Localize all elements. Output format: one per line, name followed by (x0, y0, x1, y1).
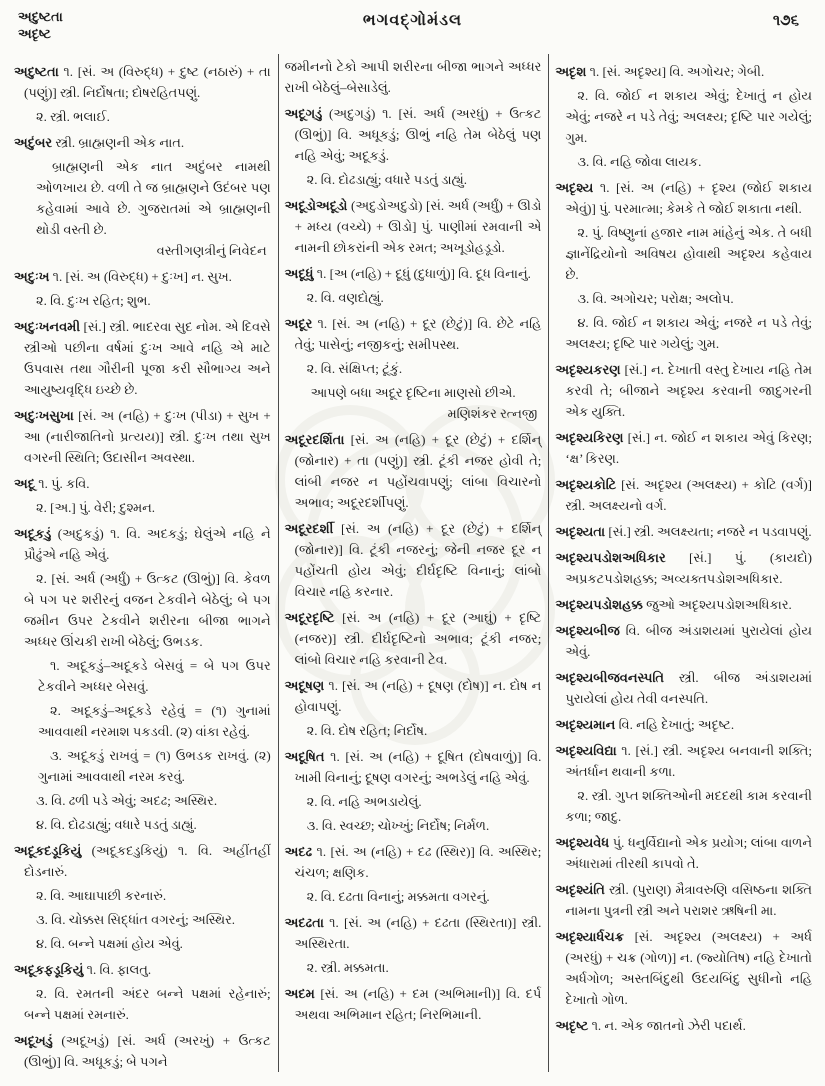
dictionary-entry: અદઢ ૧. [સં. અ (નહિ) + દઢ (સ્થિર)] વિ. અસ્થિર; ચંચળ; ક્ષણિક. (284, 844, 542, 880)
headword: અદૂષિત (284, 749, 325, 764)
dictionary-entry: અદૃશ્યકોટિ [સં. અદૃશ્ય (અલક્ષ્ય) + કોટિ (વર્ગ)] સ્ત્રી. અલક્ષ્યનો વર્ગ. (555, 477, 813, 513)
headword: અદુઃખનવમી (14, 319, 81, 334)
headword: અદૂરદૃષ્ટિ (284, 610, 335, 625)
dictionary-paragraph: જમીનનો ટેકો આપી શરીરના બીજા ભાગને અધ્ધર રાખી બેઠેલું–બેસાડેલું. (284, 59, 542, 95)
headword: અદૃશ્યમાન (555, 717, 616, 732)
dictionary-entry: અદૃષ્ટ ૧. ન. એક જાતનો ઝેરી પદાર્થ. (555, 1018, 746, 1033)
dictionary-paragraph: ૩. વિ. ચોક્કસ સિદ્ધાંત વગરનું; અસ્થિર. (36, 912, 236, 927)
headword: અદૃશ્યબીજ (555, 623, 620, 638)
dictionary-entry: અદૃશ્યમાન વિ. નહિ દેખાતું; અદૃષ્ટ. (555, 717, 735, 732)
dictionary-paragraph: ૨. વિ. દોઢડાહ્યું; વધારે પડતું ડાહ્યું. (306, 172, 468, 187)
dictionary-paragraph: ૩. વિ. નહિ જોવા લાયક. (577, 154, 702, 169)
headword: અદૃશ્યંતિ (555, 882, 605, 897)
headword: અદૂધું (284, 266, 314, 281)
dictionary-paragraph: ૨. સ્ત્રી. મક્કમતા. (306, 960, 389, 975)
guide-word-bottom: અદૃષ્ટ (18, 26, 51, 41)
guide-word-top: અદુષ્ટતા (18, 9, 63, 24)
dictionary-paragraph: ૨. વિ. દઢતા વિનાનું; મક્કમતા વગરનું. (306, 889, 490, 904)
dictionary-paragraph: ૨. વિ. દુઃખ રહિત; શુભ. (36, 293, 151, 308)
dictionary-paragraph: ૨. સ્ત્રી. ભલાઈ. (36, 109, 110, 124)
dictionary-entry: અદૂગડું (અદુગડું) ૧. [સં. અર્ધ (અરધું) + ઉત્કટ (ઊભું)] વિ. અધૂકડું; ઊભું નહિ તેમ બેઠેલું પણ નહિ એવું; અદૂકડું. (284, 106, 542, 163)
dictionary-entry: અદૂષણ ૧. [સં. અ (નહિ) + દૂષણ (દોષ)] ન. દોષ ન હોવાપણું. (284, 678, 542, 714)
dictionary-paragraph: ૩. વિ. અગોચર; પરોક્ષ; અલોપ. (577, 291, 734, 306)
dictionary-entry: અદૃશ્યવેધ પું. ધનુર્વિદ્યાનો એક પ્રયોગ; લાંબા વાળને અંધારામાં તીરથી કાપવો તે. (555, 835, 813, 871)
headword: અદૃશ્યપડોશઅધિકાર (555, 550, 666, 565)
attribution: મણિશંકર રત્નજી (447, 406, 538, 421)
dictionary-entry: અદૂ ૧. પું. કવિ. (14, 476, 90, 491)
headword: અદૂકડું (14, 526, 52, 541)
dictionary-paragraph: ૨. વિ. વણદોહ્યું. (306, 290, 384, 305)
headword: અદૃશ્યકોટિ (555, 477, 617, 492)
dictionary-paragraph: ૪. વિ. જોઈ ન શકાય એવું; નજરે ન પડે તેવું; અલક્ષ્ય; દૃષ્ટિ પાર ગયેલું; ગુમ. (565, 315, 813, 351)
headword: અદૂકફડૂકિયું (14, 962, 84, 977)
dictionary-entry: અદૂડોઅદૂડો (અદુડોઅદુડો) [સં. અર્ધ (અર્ધું) + ઊડો + મધ્ય (વચ્ચે) + ઊડો] પું. પાણીમાં રમવાની એ નામની છોકરાંની એક રમત; અખૂડોહડૂડો. (284, 198, 542, 255)
dictionary-entry: અદૃશ્યપડોશઅધિકાર [સં.] પું. (કાયદો) અપ્રકટપડોશહક્ક; અવ્યક્તપડોશઅધિકાર. (555, 550, 813, 586)
dictionary-entry: અદૃશ્યપડોશહક્ક જુઓ અદૃશ્યપડોશઅધિકાર. (555, 597, 792, 612)
headword: અદૃશ્યવેધ (555, 835, 610, 850)
dictionary-entry: અદૂર ૧. [સં. અ (નહિ) + દૂર (છેટું)] વિ. છેટે નહિ તેવું; પાસેનું; નજીકનું; સમીપસ્થ. (284, 316, 542, 352)
dictionary-entry: અદઢતા ૧. [સં. અ (નહિ) + દઢતા (સ્થિરતા)] સ્ત્રી. અસ્થિરતા. (284, 915, 542, 951)
headword: અદૂષણ (284, 678, 325, 693)
dictionary-paragraph: ૩. વિ. સ્વચ્છ; ચોખ્ખું; નિર્દોષ; નિર્મળ. (306, 818, 490, 833)
dictionary-entry: અદુષ્ટતા ૧. [સં. અ (વિરુદ્ધ) + દુષ્ટ (નઠારું) + તા (પણું)] સ્ત્રી. નિર્દોષતા; દોષરહિતપણું. (14, 64, 271, 100)
dictionary-entry: અદૂકદડૂકિયું (અદૂકદડુકિયું) ૧. વિ. અહીંતહીં દોડનારું. (14, 843, 271, 879)
dictionary-entry: અદૂખડું (અદૂખડું) [સં. અર્ધ (અરખું) + ઉત્કટ (ઊભું)] વિ. અધૂકડું; બે પગને (14, 1033, 271, 1069)
dictionary-paragraph: ૨. સ્ત્રી. ગુપ્ત શક્તિઓની મદદથી કામ કરવાની કળા; જાદુ. (565, 788, 813, 824)
dictionary-paragraph: આપણે બધા અદૂર દૃષ્ટિના માણસો છીએ. મણિશંકર રત્નજી (285, 382, 542, 424)
headword: અદૂર (284, 316, 313, 331)
headword: અદૃશ્યકિરણ (555, 430, 624, 445)
dictionary-entry: અદૃશ્યકરણ [સં.] ન. દેખાતી વસ્તુ દેખાય નહિ તેમ કરવી તે; બીજાને અદૃશ્ય કરવાની જાદુગરની એક યુક્તિ. (555, 362, 813, 419)
dictionary-entry: અદૃશ્યતા [સં.] સ્ત્રી. અલક્ષ્યતા; નજરે ન પડવાપણું. (555, 524, 812, 539)
dictionary-entry: અદૃશ્ય ૧. [સં. અ (નહિ) + દૃશ્ય (જોઈ શકાય એવું)] પું. પરમાત્મા; કેમકે તે જોઈ શકાતા નથી. (555, 180, 813, 216)
headword: અદઢ (284, 844, 313, 859)
dictionary-entry: અદુઃખસુખા [સં. અ (નહિ) + દુઃખ (પીડા) + સુખ + આ (નારીજાતિનો પ્રત્યય)] સ્ત્રી. દુઃખ તથા સુખ વગરની સ્થિતિ; ઉદાસીન અવસ્થા. (14, 408, 271, 465)
dictionary-entry: અદૃશ્યબીજવનસ્પતિ સ્ત્રી. બીજ અંડાશયમાં પુરાયેલાં હોય તેવી વનસ્પતિ. (555, 670, 813, 706)
headword: અદૂરદર્શિતા (284, 432, 345, 447)
dictionary-paragraph: ૧. અદૂકડું–અદૂકડે બેસવું = બે પગ ઉપર ટેકવીને અધ્ધર બેસવું. (38, 658, 271, 694)
dictionary-paragraph: ૪. વિ. બન્ને પક્ષમાં હોય એવું. (36, 936, 183, 951)
dictionary-entry: અદૂરદર્શી [સં. અ (નહિ) + દૂર (છેટું) + દર્શિન્ (જોનાર)] વિ. ટૂંકી નજરનું; જેની નજર દૂર ન પહોંચતી હોય એવું; દીર્ઘદૃષ્ટિ વિનાનું; લાંબો વિચાર નહિ કરનાર. (284, 521, 542, 599)
dictionary-entry: અદમ [સં. અ (નહિ) + દમ (અભિમાની)] વિ. દર્પ અથવા અભિમાન રહિત; નિરભિમાની. (284, 986, 542, 1022)
headword: અદૃશ્યબીજવનસ્પતિ (555, 670, 664, 685)
dictionary-entry: અદૂધું ૧. [અ (નહિ) + દૂધું (દુધાળું)] વિ. દૂધ વિનાનું. (284, 266, 531, 281)
dictionary-entry: અદૃશ્યાર્ધચક્ર [સં. અદૃશ્ય (અલક્ષ્ય) + અર્ધ (અરધું) + ચક્ર (ગોળ)] ન. (જ્યોતિષ) નહિ દેખાતો અર્ધગોળ; અસ્તબિંદુથી ઉદયબિંદુ સુધીનો નહિ દેખાતો ગોળ. (555, 929, 813, 1007)
headword: અદૂડોઅદૂડો (284, 198, 348, 213)
dictionary-entry: અદૂરદર્શિતા [સં. અ (નહિ) + દૂર (છેટું) + દર્શિન્ (જોનાર) + તા (પણું)] સ્ત્રી. ટૂંકી નજર હોવી તે; લાંબી નજર ન પહોંચવાપણું; લાંબા વિચારનો અભાવ; અદૂરદર્શીપણું. (284, 432, 542, 510)
headword: અદૂખડું (14, 1033, 53, 1048)
dictionary-column-1 (8, 54, 278, 1072)
page-title: ભગવદ્ગોમંડલ (362, 12, 463, 29)
dictionary-paragraph: ૨. અદૂકડું–અદૂકડે રહેવું = (૧) ગુનામાં આવવાથી નરમાશ પકડવી. (૨) વાંકા રહેવું. (38, 703, 271, 739)
dictionary-paragraph: ૨. પું. વિષ્ણુનાં હજાર નામ માંહેનું એક. તે બધી જ્ઞાનેંદ્રિયોનો અવિષય હોવાથી અદૃશ્ય કહેવાય છે. (565, 225, 813, 282)
dictionary-paragraph: ૪. વિ. દોઢડાહ્યું; વધારે પડતું ડાહ્યું. (36, 817, 197, 832)
dictionary-entry: અદૂષિત ૧. [સં. અ (નહિ) + દૂષિત (દોષવાળું)] વિ. ખામી વિનાનું; દૂષણ વગરનું; અભડેલું નહિ એવું. (284, 749, 542, 785)
attribution: વસ્તીગણત્રીનું નિવેદન (156, 243, 267, 258)
dictionary-entry: અદુંબર સ્ત્રી. બ્રાહ્મણની એક નાત. (14, 135, 185, 150)
dictionary-paragraph: ૨. વિ. રમતની અંદર બન્ને પક્ષમાં રહેનારું; બન્ને પક્ષમાં રમનારું. (24, 986, 271, 1022)
headword: અદૃશ્યપડોશહક્ક (555, 597, 643, 612)
headword: અદૂરદર્શી (284, 521, 334, 536)
dictionary-paragraph: ૨. વિ. દોષ રહિત; નિર્દોષ. (306, 723, 428, 738)
dictionary-paragraph: ૨. [સં. અર્ધ (અર્ધું) + ઉત્કટ (ઊભું)] વિ. કેવળ બે પગ પર શરીરનું વજન ટેકવીને બેઠેલું; બે પગ જમીન ઉપર ટેકવીને શરીરના બીજા ભાગને અધ્ધર ઊંચકી રાખી બેઠેલું; ઉભડક. (24, 571, 271, 649)
dictionary-columns (8, 54, 819, 1072)
dictionary-paragraph: બ્રાહ્મણની એક નાત અદુંબર નામથી ઓળખાય છે. વળી તે જ બ્રાહ્મણને ઉદંબર પણ કહેવામાં આવે છે. ગુજરાતમાં એ બ્રાહ્મણની થોડી વસ્તી છે. વસ્તીગણત્રીનું નિવેદન (14, 156, 271, 261)
dictionary-entry: અદુઃખનવમી [સં.] સ્ત્રી. ભાદરવા સુદ નોમ. એ દિવસે સ્ત્રીઓ પછીના વર્ષમાં દુઃખ આવે નહિ એ માટે ઉપવાસ તથા ગૌરીની પૂજા કરી સૌભાગ્ય અને આયુષ્યવૃદ્ધિ ઇચ્છે છે. (14, 319, 271, 397)
headword: અદૂ (14, 476, 35, 491)
dictionary-entry: અદૃશ્યવિદ્યા ૧. [સં.] સ્ત્રી. અદૃશ્ય બનવાની શક્તિ; અંતર્ધાન થવાની કળા. (555, 743, 813, 779)
headword: અદૂકદડૂકિયું (14, 843, 82, 858)
dictionary-paragraph: ૨. વિ. સંક્ષિપ્ત; ટૂંકું. (306, 361, 403, 376)
dictionary-column-3 (548, 54, 819, 1072)
headword: અદમ (284, 986, 315, 1001)
dictionary-entry: અદૃશ્યંતિ સ્ત્રી. (પુરાણ) મૈત્રાવરુણિ વસિષ્ઠના શક્તિ નામના પુત્રની સ્ત્રી અને પરાશર ઋષિની મા. (555, 882, 813, 918)
headword: અદૃશ્યતા (555, 524, 606, 539)
dictionary-paragraph: ૨. વિ. જોઈ ન શકાય એવું; દેખાતું ન હોય એવું; નજરે ન પડે તેવું; અલક્ષ્ય; દૃષ્ટિ પાર ગયેલું; ગુમ. (565, 88, 813, 145)
headword: અદઢતા (284, 915, 324, 930)
dictionary-entry: અદૂરદૃષ્ટિ [સં. અ (નહિ) + દૂર (આઘું) + દૃષ્ટિ (નજર)] સ્ત્રી. દીર્ઘદૃષ્ટિનો અભાવ; ટૂંકી નજર; લાંબો વિચાર નહિ કરવાની ટેવ. (284, 610, 542, 667)
dictionary-entry: અદૃશ ૧. [સં. અદૃશ્ય] વિ. અગોચર; ગેબી. (555, 64, 765, 79)
dictionary-paragraph: ૩. અદૂકડું રાખવું = (૧) ઉભડક રાખવું. (૨) ગુનામાં આવવાથી નરમ કરવું. (38, 748, 271, 784)
dictionary-entry: અદુઃખ ૧. [સં. અ (વિરુદ્ધ) + દુઃખ] ન. સુખ. (14, 269, 232, 284)
page-header (0, 6, 825, 52)
headword: અદૃષ્ટ (555, 1018, 589, 1033)
headword: અદૃશ્યવિદ્યા (555, 743, 617, 758)
dictionary-paragraph: ૨. વિ. આઘાપાછી કરનારું. (36, 888, 167, 903)
headword: અદુંબર (14, 135, 53, 150)
dictionary-paragraph: ૨. વિ. નહિ અભડાયેલું. (306, 794, 422, 809)
dictionary-column-2 (278, 54, 549, 1072)
dictionary-paragraph: ૩. વિ. ઢળી પડે એવું; અદઢ; અસ્થિર. (36, 793, 218, 808)
dictionary-entry: અદૃશ્યકિરણ [સં.] ન. જોઈ ન શકાય એવું કિરણ; ‘ક્ષ’ કિરણ. (555, 430, 813, 466)
dictionary-entry: અદૂકડું (અદુકડું) ૧. વિ. અદકડું; ઘેલુંએ નહિ ને પ્રૌઢુંએ નહિ એવું. (14, 526, 271, 562)
headword: અદુષ્ટતા (14, 64, 59, 79)
dictionary-paragraph: ૨. [અ.] પું. વેરી; દુશ્મન. (36, 500, 156, 515)
headword: અદૃશ (555, 64, 587, 79)
dictionary-entry: અદૂકફડૂકિયું ૧. વિ. ફાલતુ. (14, 962, 152, 977)
headword: અદૃશ્યકરણ (555, 362, 621, 377)
headword: અદુઃખસુખા (14, 408, 74, 423)
headword: અદૃશ્યાર્ધચક્ર (555, 929, 624, 944)
page-number: ૧૭૬ (772, 13, 799, 29)
headword: અદૃશ્ય (555, 180, 594, 195)
headword: અદુઃખ (14, 269, 50, 284)
dictionary-entry: અદૃશ્યબીજ વિ. બીજ અંડાશયમાં પુરાયેલાં હોય એવું. (555, 623, 813, 659)
headword: અદૂગડું (284, 106, 323, 121)
